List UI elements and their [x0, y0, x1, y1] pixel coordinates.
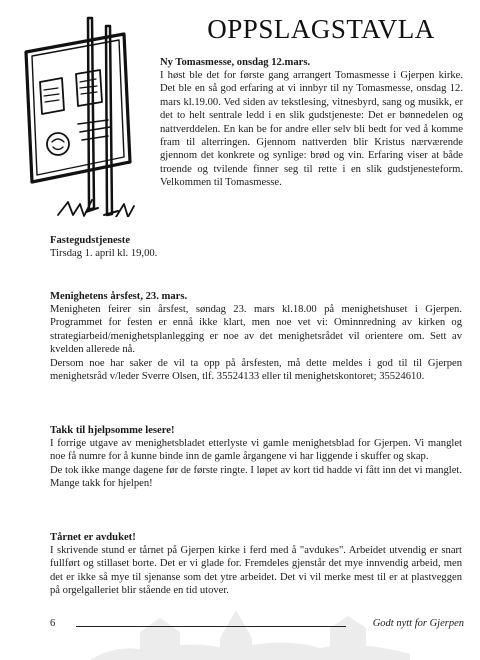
article-body: Menigheten feirer sin årsfest, søndag 23. mars kl.18.00 på menighetshuset i Gjerpen. Programmet for festen er ennå ikke klart, men noe vet vi: Ominnredning av kirken og strategiarbeid/menighetsplanlegging er noe av det menighetsrådet vil orientere om. Sett av kvelden allerede nå. — [50, 304, 462, 356]
article-body: I skrivende stund er tårnet på Gjerpen kirke i ferd med å "avdukes". Arbeidet utvendig er snart fullført og stillaset borte. Det er vi glade for. Fremdeles gjenstår det mye innvendig arbeid, men det er ikke så mye til sjenanse som det ytre arbeidet. Det vi vil merke mest til er at plastveggen på orgelgalleriet blir stående en tid utover. — [50, 545, 462, 597]
article-fastegudstjeneste — [50, 234, 462, 260]
article-heading: Tårnet er avduket! — [50, 532, 136, 543]
notice-board-icon — [18, 12, 143, 217]
footer-rule — [76, 626, 346, 627]
article-takk — [50, 424, 462, 491]
article-tomasmesse — [160, 56, 463, 190]
article-body: I høst ble det for første gang arrangert Tomasmesse i Gjerpen kirke. Det ble en så god erfaring at vi innbyr til ny Tomasmesse, onsdag 12. mars kl.19.00. Ved siden av tekstlesing, vitnesbyrd, sang og musikk, er det to helt sentrale ledd i en slik gudstjeneste: Det er bønnedelen og nattverddelen. En kan be for andre eller selv bli bedt for ved å komme fram til alterringen. Gjennom nattverden blir Kristus nærværende gjennom det konkrete og synlige: brød og vin. Erfaring viser at både troende og tvilende finner seg til rette i en slik gudstjenesteform. Velkommen til Tomasmesse. — [160, 70, 463, 189]
article-body: Dersom noe har saker de vil ta opp på årsfesten, må dette meldes i god til til Gjerpen menighetsråd v/leder Sverre Olsen, tlf. 35524133 eller til menighetskontoret; 35524610. — [50, 357, 462, 383]
publication-name: Godt nytt for Gjerpen — [372, 618, 464, 629]
article-body: De tok ikke mange dagene før de første ringte. I løpet av kort tid hadde vi fått inn det vi manglet. Mange takk for hjelpen! — [50, 464, 462, 490]
page-number: 6 — [50, 618, 56, 629]
article-heading: Fastegudstjeneste — [50, 235, 131, 246]
article-heading: Takk til hjelpsomme lesere! — [50, 425, 175, 436]
article-tarnet — [50, 531, 462, 598]
article-heading: Ny Tomasmesse, onsdag 12.mars. — [160, 57, 311, 68]
page-title: OPPSLAGSTAVLA — [207, 14, 435, 44]
article-body: Tirsdag 1. april kl. 19,00. — [50, 248, 158, 259]
article-heading: Menighetens årsfest, 23. mars. — [50, 291, 188, 302]
article-body: I forrige utgave av menighetsbladet etterlyste vi gamle menighetsblad for Gjerpen. Vi manglet noe få numre for å kunne binde inn de gamle årgangene vi har liggende i skuffer og skap. — [50, 438, 462, 463]
article-arsfest — [50, 290, 462, 383]
page-footer — [50, 618, 464, 634]
